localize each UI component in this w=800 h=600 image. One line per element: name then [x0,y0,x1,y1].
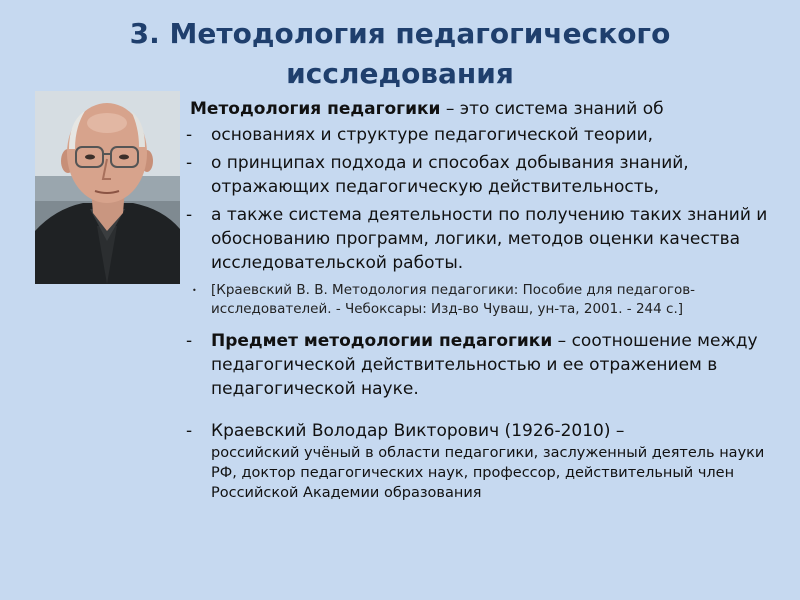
subject-text: – соотношение между педагогической действительностью и ее отражением в педагогической науке. [211,331,758,399]
person-description: российский учёный в области педагогики, заслуженный деятель науки РФ, доктор педагогических наук, профессор, действительный член Российской Академии образования [211,445,765,501]
definition-text: – это система знаний об [440,99,664,119]
reference-text: [Краевский В. В. Методология педагогики: Пособие для педагогов-исследователей. - Чебоксары: Изд-во Чуваш, ун-та, 2001. - 244 с.] [211,282,696,317]
person-name: Краевский Володар Викторович (1926-2010) – [211,421,625,441]
slide-content [186,97,786,507]
bullet-list [186,123,786,503]
list-item [186,203,786,275]
list-item [186,151,786,199]
person-item [186,419,786,503]
list-item-text: основаниях и структуре педагогической теории, [211,125,654,145]
subject-item [186,329,786,401]
list-item [186,123,786,147]
portrait-illustration [35,91,180,284]
subject-term: Предмет методологии педагогики [211,331,553,351]
list-item-text: о принципах подхода и способах добывания знаний, отражающих педагогическую действительность, [211,153,689,197]
slide-title [0,14,800,94]
dash-marker: - [186,153,193,173]
dash-marker: - [186,125,193,145]
title-line-2: исследования [286,57,514,90]
bullet-marker: • [192,286,197,295]
list-item-text: а также система деятельности по получению таких знаний и обоснованию программ, логики, методов оценки качества исследовательской работы. [211,205,768,273]
definition-term: Методология педагогики [190,99,441,119]
dash-marker: - [186,331,193,351]
title-line-1: 3. Методология педагогического [129,17,671,50]
portrait-photo [35,91,180,284]
dash-marker: - [186,205,193,225]
reference-item [186,281,786,319]
dash-marker: - [186,421,193,441]
definition-paragraph [190,97,786,121]
